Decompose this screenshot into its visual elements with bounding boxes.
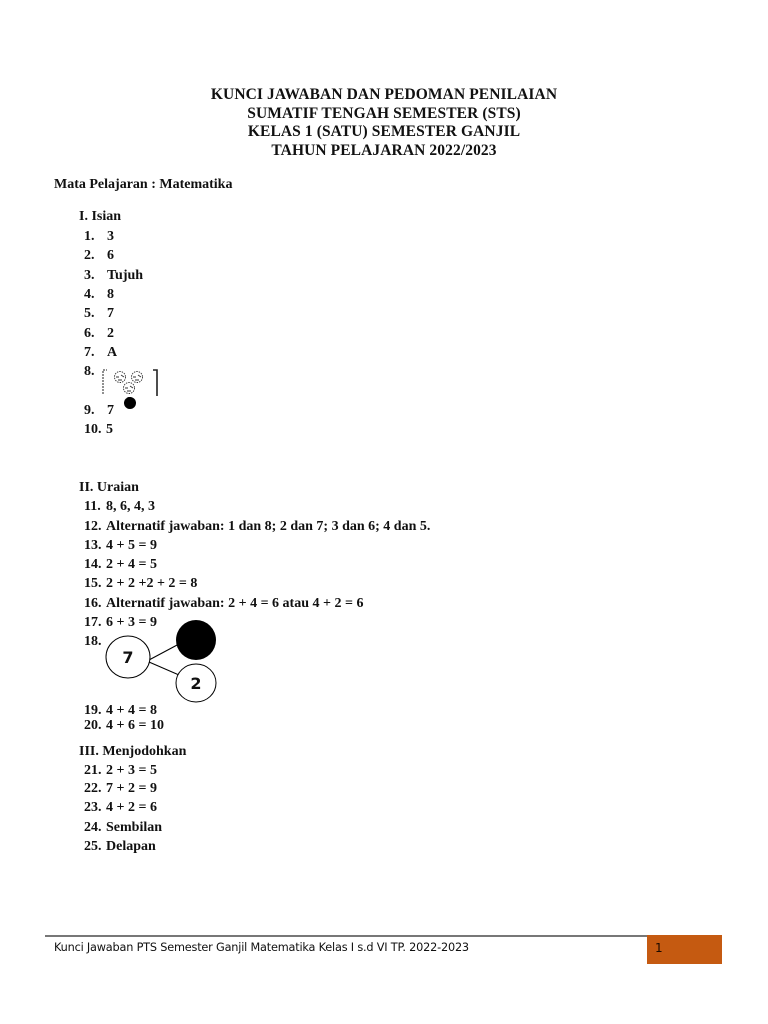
list-item: 4. 8 [84,287,114,302]
list-item: 23. 4 + 2 = 6 [84,800,157,815]
document-title [0,86,768,160]
list-item: 14. 2 + 4 = 5 [84,557,157,572]
section-heading-isian: I. Isian [79,209,122,224]
known-part-value: 2 [190,674,202,693]
black-dot-icon [123,396,137,410]
list-item: 20. 4 + 6 = 10 [84,718,164,733]
list-item: 17. 6 + 3 = 9 [84,615,157,630]
title-line-4: TAHUN PELAJARAN 2022/2023 [271,141,497,159]
list-item: 24. Sembilan [84,820,163,835]
list-item: 21. 2 + 3 = 5 [84,763,157,778]
list-item: 7. A [84,345,118,360]
footer-divider [45,935,648,937]
list-item: 3. Tujuh [84,268,144,283]
list-item: 10. 5 [84,422,113,437]
page-number-box [647,935,722,964]
whole-value: 7 [122,648,134,667]
list-item: 8. [84,364,95,379]
sketch-figure-icon [115,372,143,394]
list-item: 5. 7 [84,306,114,321]
list-item: 19. 4 + 4 = 8 [84,703,157,718]
hidden-part-circle [176,620,216,660]
number-bond-diagram [100,616,230,704]
list-item: 16. Alternatif jawaban: 2 + 4 = 6 atau 4 + 2 = 6 [84,596,364,611]
section-heading-uraian: II. Uraian [79,480,139,495]
list-item: 15. 2 + 2 +2 + 2 = 8 [84,576,198,591]
list-item: 9. 7 [84,403,114,418]
title-line-1: KUNCI JAWABAN DAN PEDOMAN PENILAIAN [210,86,558,103]
list-item: 6. 2 [84,326,114,341]
footer-text: Kunci Jawaban PTS Semester Ganjil Matematika Kelas I s.d VI TP. 2022-2023 [54,941,469,954]
list-item: 18. [84,634,102,649]
list-item: 11. 8, 6, 4, 3 [84,499,155,514]
list-item: 25. Delapan [84,839,156,854]
page-number: 1 [655,941,663,955]
answer-8-image [101,368,159,398]
list-item: 1. 3 [84,229,114,244]
list-item: 13. 4 + 5 = 9 [84,538,157,553]
subject-label: Mata Pelajaran : Matematika [54,177,233,192]
title-line-2: SUMATIF TENGAH SEMESTER (STS) [247,104,521,122]
section-heading-menjodohkan: III. Menjodohkan [79,744,187,759]
list-item: 2. 6 [84,248,114,263]
list-item: 12. Alternatif jawaban: 1 dan 8; 2 dan 7; 3 dan 6; 4 dan 5. [84,519,431,534]
list-item: 22. 7 + 2 = 9 [84,781,157,796]
title-line-3: KELAS 1 (SATU) SEMESTER GANJIL [247,123,521,140]
